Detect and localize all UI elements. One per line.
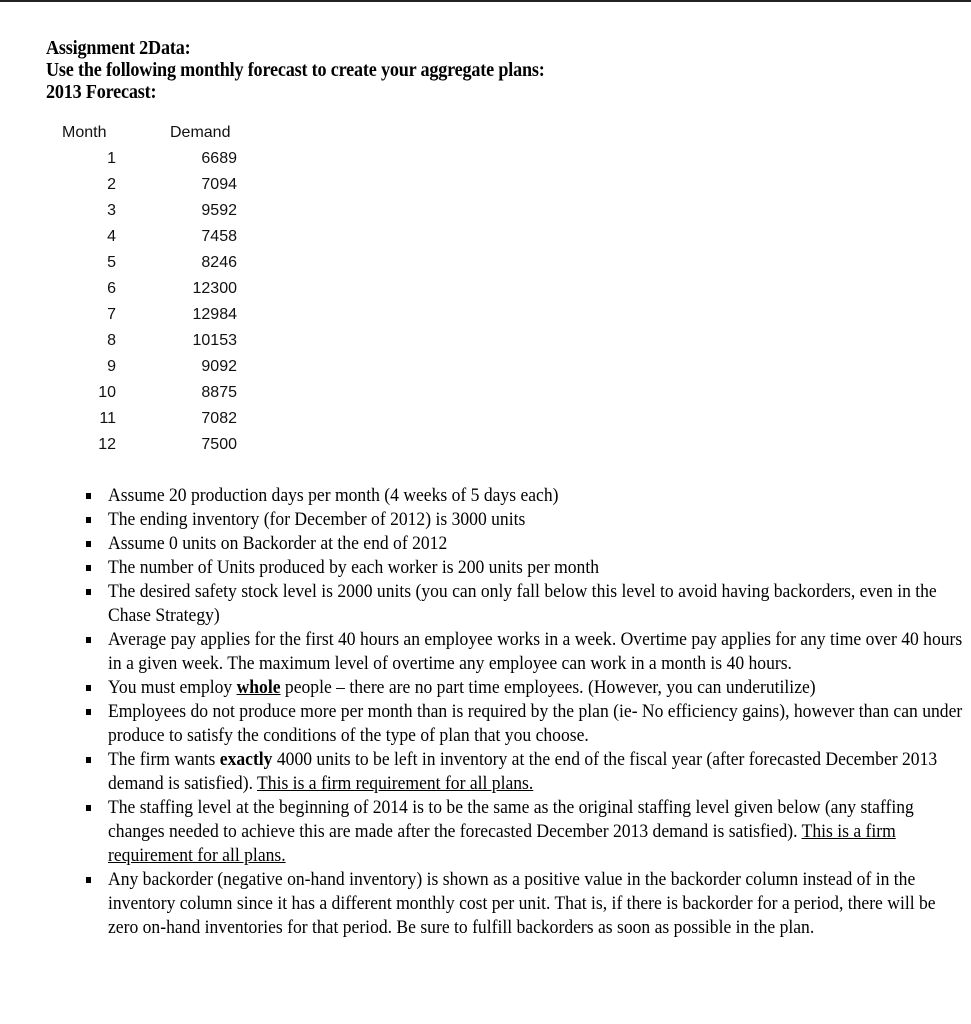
emphasis-whole: whole (236, 677, 281, 698)
demand-cell: 6689 (201, 150, 237, 167)
instruction-heading: Use the following monthly forecast to create your aggregate plans: (46, 60, 545, 81)
month-cell: 10 (98, 384, 116, 401)
month-cell: 1 (107, 150, 116, 167)
month-cell: 2 (107, 176, 116, 193)
square-bullet-icon (86, 517, 91, 523)
demand-cell: 10153 (192, 332, 237, 349)
list-item-text: Any backorder (negative on-hand inventory) is shown as a positive value in the backorder column instead of in the inventory column since it has a different monthly cost per unit. That is, if there is backorder for a period, there will be zero on-hand inventories for that period. Be sure to fulfill backorders as soon as possible in the plan. (108, 869, 936, 938)
firm-requirement-note: This is a firm requirement for all plans. (108, 821, 896, 866)
month-cell: 8 (107, 332, 116, 349)
square-bullet-icon (86, 541, 91, 547)
list-item-text: The desired safety stock level is 2000 units (you can only fall below this level to avoid having backorders, even in the Chase Strategy) (108, 581, 937, 626)
square-bullet-icon (86, 565, 91, 571)
list-item (46, 748, 946, 796)
assumptions-list (46, 484, 963, 940)
text-segment: 4000 units to be left in inventory at the end of the fiscal year (after forecasted December 2013 demand is satisfied). (108, 749, 938, 794)
square-bullet-icon (86, 685, 91, 691)
assignment-title: Assignment 2Data: (46, 38, 191, 59)
month-cell: 3 (107, 202, 116, 219)
assignment-document (46, 38, 963, 938)
demand-cell: 7094 (201, 176, 237, 193)
list-item-text: Assume 0 units on Backorder at the end of 2012 (108, 533, 448, 554)
demand-cell: 12300 (192, 280, 237, 297)
list-item (46, 868, 946, 940)
list-item (46, 700, 963, 748)
demand-cell: 8246 (201, 254, 237, 271)
demand-cell: 7458 (201, 228, 237, 245)
text-segment: people – there are no part time employees. (However, you can underutilize) (280, 677, 816, 698)
square-bullet-icon (86, 589, 91, 595)
list-item (46, 532, 946, 556)
demand-cell: 7500 (201, 436, 237, 453)
month-cell: 4 (107, 228, 116, 245)
firm-requirement-note: This is a firm requirement for all plans. (257, 773, 534, 794)
column-header-month: Month (62, 124, 107, 141)
text-segment: You must employ (108, 677, 237, 698)
square-bullet-icon (86, 805, 91, 811)
square-bullet-icon (86, 637, 91, 643)
list-item-text: Average pay applies for the first 40 hours an employee works in a week. Overtime pay applies for any time over 40 hours in a given week. The maximum level of overtime any employee can work in a month is 40 hours. (108, 629, 963, 674)
month-cell: 5 (107, 254, 116, 271)
square-bullet-icon (86, 709, 91, 715)
month-cell: 6 (107, 280, 116, 297)
list-item (46, 508, 946, 532)
month-cell: 12 (98, 436, 116, 453)
month-cell: 11 (99, 410, 116, 427)
list-item (46, 676, 946, 700)
emphasis-exactly: exactly (219, 749, 273, 770)
text-segment: The firm wants (108, 749, 220, 770)
list-item (46, 580, 946, 628)
demand-cell: 12984 (192, 306, 237, 323)
month-cell: 9 (107, 358, 116, 375)
demand-cell: 9592 (201, 202, 237, 219)
list-item (46, 628, 963, 676)
list-item-text (108, 796, 968, 868)
list-item (46, 556, 946, 580)
list-item-text (108, 676, 968, 700)
list-item (46, 484, 946, 508)
text-segment: The staffing level at the beginning of 2014 is to be the same as the original staffing level given below (any staffing changes needed to achieve this are made after the forecasted December 2013 demand is satisfied). (108, 797, 914, 842)
list-item-text: The ending inventory (for December of 2012) is 3000 units (108, 509, 526, 530)
demand-cell: 9092 (201, 358, 237, 375)
demand-cell: 8875 (201, 384, 237, 401)
list-item-text: The number of Units produced by each worker is 200 units per month (108, 557, 600, 578)
month-cell: 7 (107, 306, 116, 323)
column-header-demand: Demand (170, 124, 231, 141)
forecast-heading: 2013 Forecast: (46, 82, 157, 103)
square-bullet-icon (86, 493, 91, 499)
demand-cell: 7082 (201, 410, 237, 427)
list-item-text: Employees do not produce more per month than is required by the plan (ie- No efficiency gains), however than can under produce to satisfy the conditions of the type of plan that you choose. (108, 701, 963, 746)
list-item (46, 796, 946, 868)
square-bullet-icon (86, 877, 91, 883)
square-bullet-icon (86, 757, 91, 763)
list-item-text: Assume 20 production days per month (4 weeks of 5 days each) (108, 485, 559, 506)
list-item-text (108, 748, 968, 796)
